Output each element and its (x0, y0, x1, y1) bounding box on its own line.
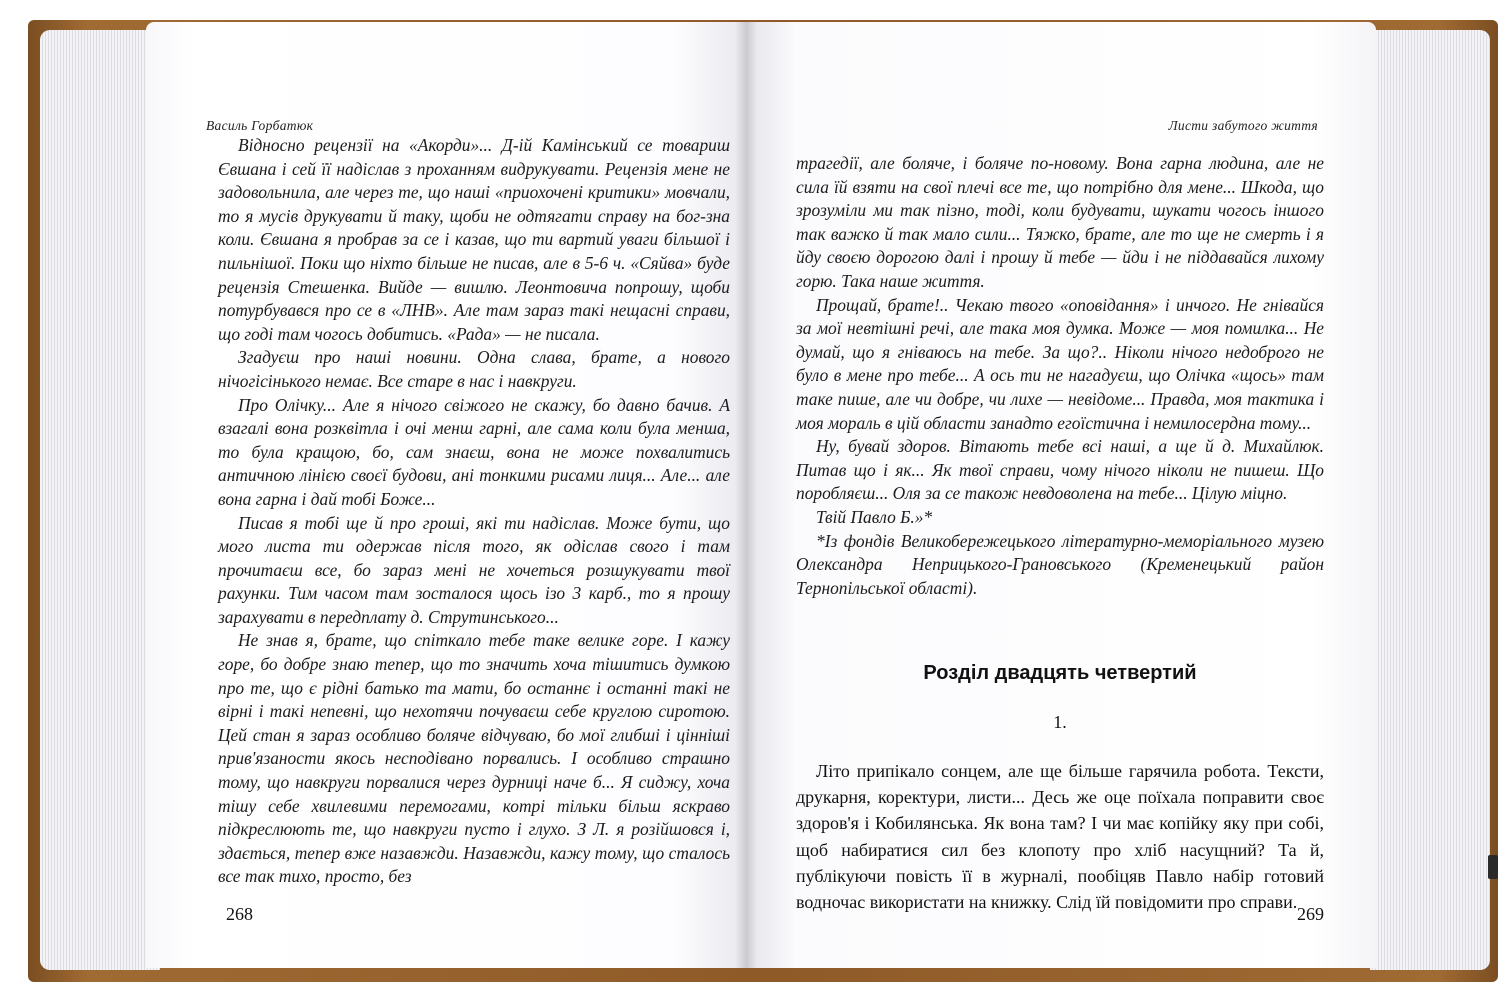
paragraph: Писав я тобі ще й про гроші, які ти надіслав. Може бути, що мого листа ти одержав після того, як одіслав свого і там прочитаєш все, бо зараз мені не хочеться розшукувати твої рахунки. Тим часом там зосталося щось ізо 3 карб., то я прошу зарахувати в передплату д. Струтинського... (218, 512, 730, 627)
chapter-title: Розділ двадцять четвертий (923, 662, 1197, 684)
signature-line: Твій Павло Б.»* (816, 506, 933, 527)
paragraph: трагедії, але боляче, і боляче по-новому. Вона гарна людина, але не сила їй взяти на свої плечі все те, що потрібно для мене... Шкода, що зрозуміли ми так пізно, тоді, коли будувати, шукати чогось іншого так важко й так мало сили... Тяжко, брате, але то ще не смерть і я йду своєю дорогою далі і прошу й тебе — йди і не піддавайся лихому горю. Така наше життя. (796, 153, 1324, 291)
page-number-right: 269 (1297, 904, 1324, 924)
left-page (146, 22, 746, 968)
right-page (746, 22, 1376, 968)
paragraph: Літо припікало сонцем, але ще більше гарячила робота. Тексти, друкарня, коректури, листи... Десь же оце поїхала поправити своє здоров'я і Кобилянська. Як вона там? І чи має копійку яку при собі, щоб набиратися сил без клопоту про хліб насущний? Та й, публікуючи повість її в журналі, пообіцяв Павло набір готовий водночас використати на книжку. Слід їй повідомити про справи. (796, 761, 1324, 913)
running-head-title: Листи забутого життя (1168, 118, 1318, 133)
page-number-left: 268 (226, 904, 253, 924)
running-head-author: Василь Горбатюк (206, 118, 314, 133)
section-number: 1. (1053, 712, 1067, 732)
paragraph: Прощай, брате!.. Чекаю твого «оповідання» і инчого. Не гнівайся за мої невтішні речі, але така моя думка. Може — моя помилка... Не думай, що я гніваюсь на тебе. За що?.. Ніколи нічого недоброго не було в мене про тебе... А ось ти не нагадуєш, що Олічка «щось» там таке пише, але чи добре, чи лихе — невідоме... Правда, моя тактика і моя мораль в цій области занадто егоїстична і немилосердна тому... (796, 294, 1324, 433)
bookmark-ribbon (1488, 855, 1498, 879)
right-page-stack (1370, 30, 1490, 970)
left-page-text (218, 134, 730, 889)
paragraph: Не знав я, брате, що спіткало тебе таке велике горе. І кажу горе, бо добре знаю тепер, що то значить хоча тішитись думкою про те, що є рідні батько та мати, бо останнє і останні такі не вірні і такі непевні, що нехотячи почуваєш себе круглою сиротою. Цей стан я зараз особливо боляче відчуваю, бо мої глибші і цінніші прив'язаности якось несподівано порвались. І особливо страшно тому, що навкруги порвалися через дурниці наче б... Я сиджу, хоча тішу себе хвилевими перемогами, котрі тільки більш яскраво підкреслюють те, що навкруги пусто і глухо. З Л. я розійшовся і, здається, тепер вже назавжди. Назавжди, кажу тому, що сталось все так тихо, просто, без (218, 630, 730, 887)
book-gutter (735, 22, 757, 968)
paragraph: Згадуєш про наші новини. Одна слава, брате, а нового нічогісінького немає. Все старе в нас і навкруги. (218, 347, 730, 391)
right-page-text (796, 152, 1324, 600)
paragraph: Про Олічку... Але я нічого свіжого не скажу, бо давно бачив. А взагалі вона розквітла і очі менш гарні, але сама коли була менша, то була кращою, бо, сам знаєш, вона не може похвалитись античною лінією своєї будови, ані тонкими рисами лиця... Але... але вона гарна і дай тобі Боже... (218, 394, 730, 509)
chapter-text (796, 758, 1324, 915)
footnote: *Із фондів Великобережецького літературно-меморіального музею Олександра Неприцького-Грановського (Кременецький район Тернопільської області). (796, 530, 1324, 598)
left-page-stack (40, 30, 160, 970)
paragraph: Ну, бувай здоров. Вітають тебе всі наші, а ще й д. Михайлюк. Питав що і як... Як твої справи, чому нічого ніколи не пишеш. Що поробляєш... Оля за се також невдоволена на тебе... Цілую міцно. (796, 436, 1324, 504)
paragraph: Відносно рецензії на «Акорди»... Д-ій Камінський се товариш Євшана і сей її надіслав з проханням видрукувати. Рецензія мене не задовольнила, але через те, що наші «приохочені критики» мовчали, то я мусів друкувати й таку, щоби не одтягати справу на бог-зна коли. Євшана я пробрав за се і казав, що ти вартий уваги більшої і пильнішої. Поки що ніхто більше не писав, але в 5-6 ч. «Сяйва» буде рецензія Стешенка. Вийде — вишлю. Леонтовича попрошу, щоби потурбувався про се в «ЛНВ». Але там зараз такі нещасні справи, що годі там чогось добитись. «Рада» — не писала. (218, 135, 730, 344)
